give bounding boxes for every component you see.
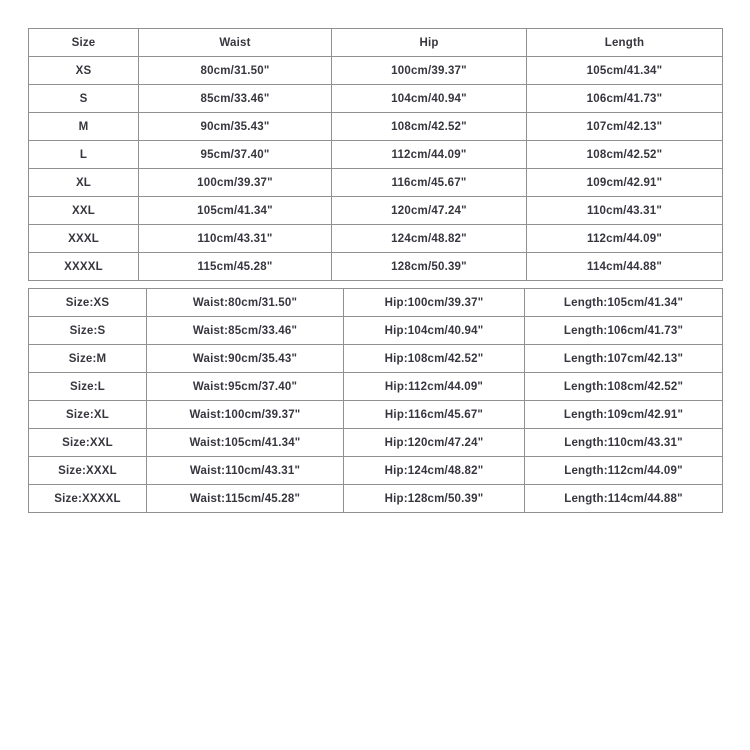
hip-cell: 100cm/39.37" <box>332 57 527 85</box>
table-row <box>29 169 723 197</box>
hip-cell: 128cm/50.39" <box>332 253 527 281</box>
length-cell: 108cm/42.52" <box>527 141 723 169</box>
size-cell: Size:S <box>29 317 147 345</box>
table-header-row <box>29 29 723 57</box>
size-cell: XXXXL <box>29 253 139 281</box>
table-row <box>29 373 723 401</box>
length-cell: Length:110cm/43.31" <box>525 429 723 457</box>
length-cell: 107cm/42.13" <box>527 113 723 141</box>
table-row <box>29 485 723 513</box>
waist-cell: 90cm/35.43" <box>139 113 332 141</box>
length-cell: Length:108cm/42.52" <box>525 373 723 401</box>
waist-cell: Waist:115cm/45.28" <box>147 485 344 513</box>
size-cell: Size:XS <box>29 289 147 317</box>
table-row <box>29 225 723 253</box>
waist-cell: Waist:95cm/37.40" <box>147 373 344 401</box>
waist-cell: 80cm/31.50" <box>139 57 332 85</box>
size-cell: Size:XXXL <box>29 457 147 485</box>
size-cell: L <box>29 141 139 169</box>
length-cell: Length:109cm/42.91" <box>525 401 723 429</box>
size-cell: S <box>29 85 139 113</box>
size-cell: Size:XL <box>29 401 147 429</box>
hip-cell: Hip:116cm/45.67" <box>344 401 525 429</box>
hip-cell: Hip:128cm/50.39" <box>344 485 525 513</box>
hip-cell: Hip:108cm/42.52" <box>344 345 525 373</box>
table-row <box>29 457 723 485</box>
length-cell: Length:107cm/42.13" <box>525 345 723 373</box>
size-cell: XXL <box>29 197 139 225</box>
waist-cell: 100cm/39.37" <box>139 169 332 197</box>
waist-cell: 105cm/41.34" <box>139 197 332 225</box>
table-row <box>29 429 723 457</box>
table-row <box>29 141 723 169</box>
waist-cell: Waist:105cm/41.34" <box>147 429 344 457</box>
length-cell: 105cm/41.34" <box>527 57 723 85</box>
header-length: Length <box>527 29 723 57</box>
length-cell: 106cm/41.73" <box>527 85 723 113</box>
hip-cell: 120cm/47.24" <box>332 197 527 225</box>
hip-cell: Hip:112cm/44.09" <box>344 373 525 401</box>
waist-cell: Waist:80cm/31.50" <box>147 289 344 317</box>
length-cell: Length:106cm/41.73" <box>525 317 723 345</box>
table-row <box>29 345 723 373</box>
table-row <box>29 57 723 85</box>
table-row <box>29 197 723 225</box>
waist-cell: 85cm/33.46" <box>139 85 332 113</box>
waist-cell: Waist:85cm/33.46" <box>147 317 344 345</box>
waist-cell: Waist:110cm/43.31" <box>147 457 344 485</box>
waist-cell: Waist:100cm/39.37" <box>147 401 344 429</box>
table-row <box>29 113 723 141</box>
waist-cell: Waist:90cm/35.43" <box>147 345 344 373</box>
hip-cell: 108cm/42.52" <box>332 113 527 141</box>
length-cell: Length:114cm/44.88" <box>525 485 723 513</box>
hip-cell: 104cm/40.94" <box>332 85 527 113</box>
header-waist: Waist <box>139 29 332 57</box>
size-cell: Size:XXXXL <box>29 485 147 513</box>
hip-cell: 124cm/48.82" <box>332 225 527 253</box>
length-cell: Length:105cm/41.34" <box>525 289 723 317</box>
waist-cell: 110cm/43.31" <box>139 225 332 253</box>
table-row <box>29 401 723 429</box>
header-hip: Hip <box>332 29 527 57</box>
size-cell: XL <box>29 169 139 197</box>
size-chart-summary-table <box>28 28 723 281</box>
length-cell: 110cm/43.31" <box>527 197 723 225</box>
length-cell: Length:112cm/44.09" <box>525 457 723 485</box>
waist-cell: 95cm/37.40" <box>139 141 332 169</box>
size-cell: Size:M <box>29 345 147 373</box>
table-row <box>29 317 723 345</box>
table-row <box>29 289 723 317</box>
hip-cell: Hip:100cm/39.37" <box>344 289 525 317</box>
header-size: Size <box>29 29 139 57</box>
table-row <box>29 253 723 281</box>
size-chart-detailed-table <box>28 288 723 513</box>
hip-cell: Hip:124cm/48.82" <box>344 457 525 485</box>
hip-cell: 116cm/45.67" <box>332 169 527 197</box>
length-cell: 114cm/44.88" <box>527 253 723 281</box>
length-cell: 112cm/44.09" <box>527 225 723 253</box>
hip-cell: 112cm/44.09" <box>332 141 527 169</box>
size-cell: Size:XXL <box>29 429 147 457</box>
size-cell: M <box>29 113 139 141</box>
length-cell: 109cm/42.91" <box>527 169 723 197</box>
hip-cell: Hip:120cm/47.24" <box>344 429 525 457</box>
size-cell: XS <box>29 57 139 85</box>
waist-cell: 115cm/45.28" <box>139 253 332 281</box>
size-cell: XXXL <box>29 225 139 253</box>
size-cell: Size:L <box>29 373 147 401</box>
table-row <box>29 85 723 113</box>
hip-cell: Hip:104cm/40.94" <box>344 317 525 345</box>
